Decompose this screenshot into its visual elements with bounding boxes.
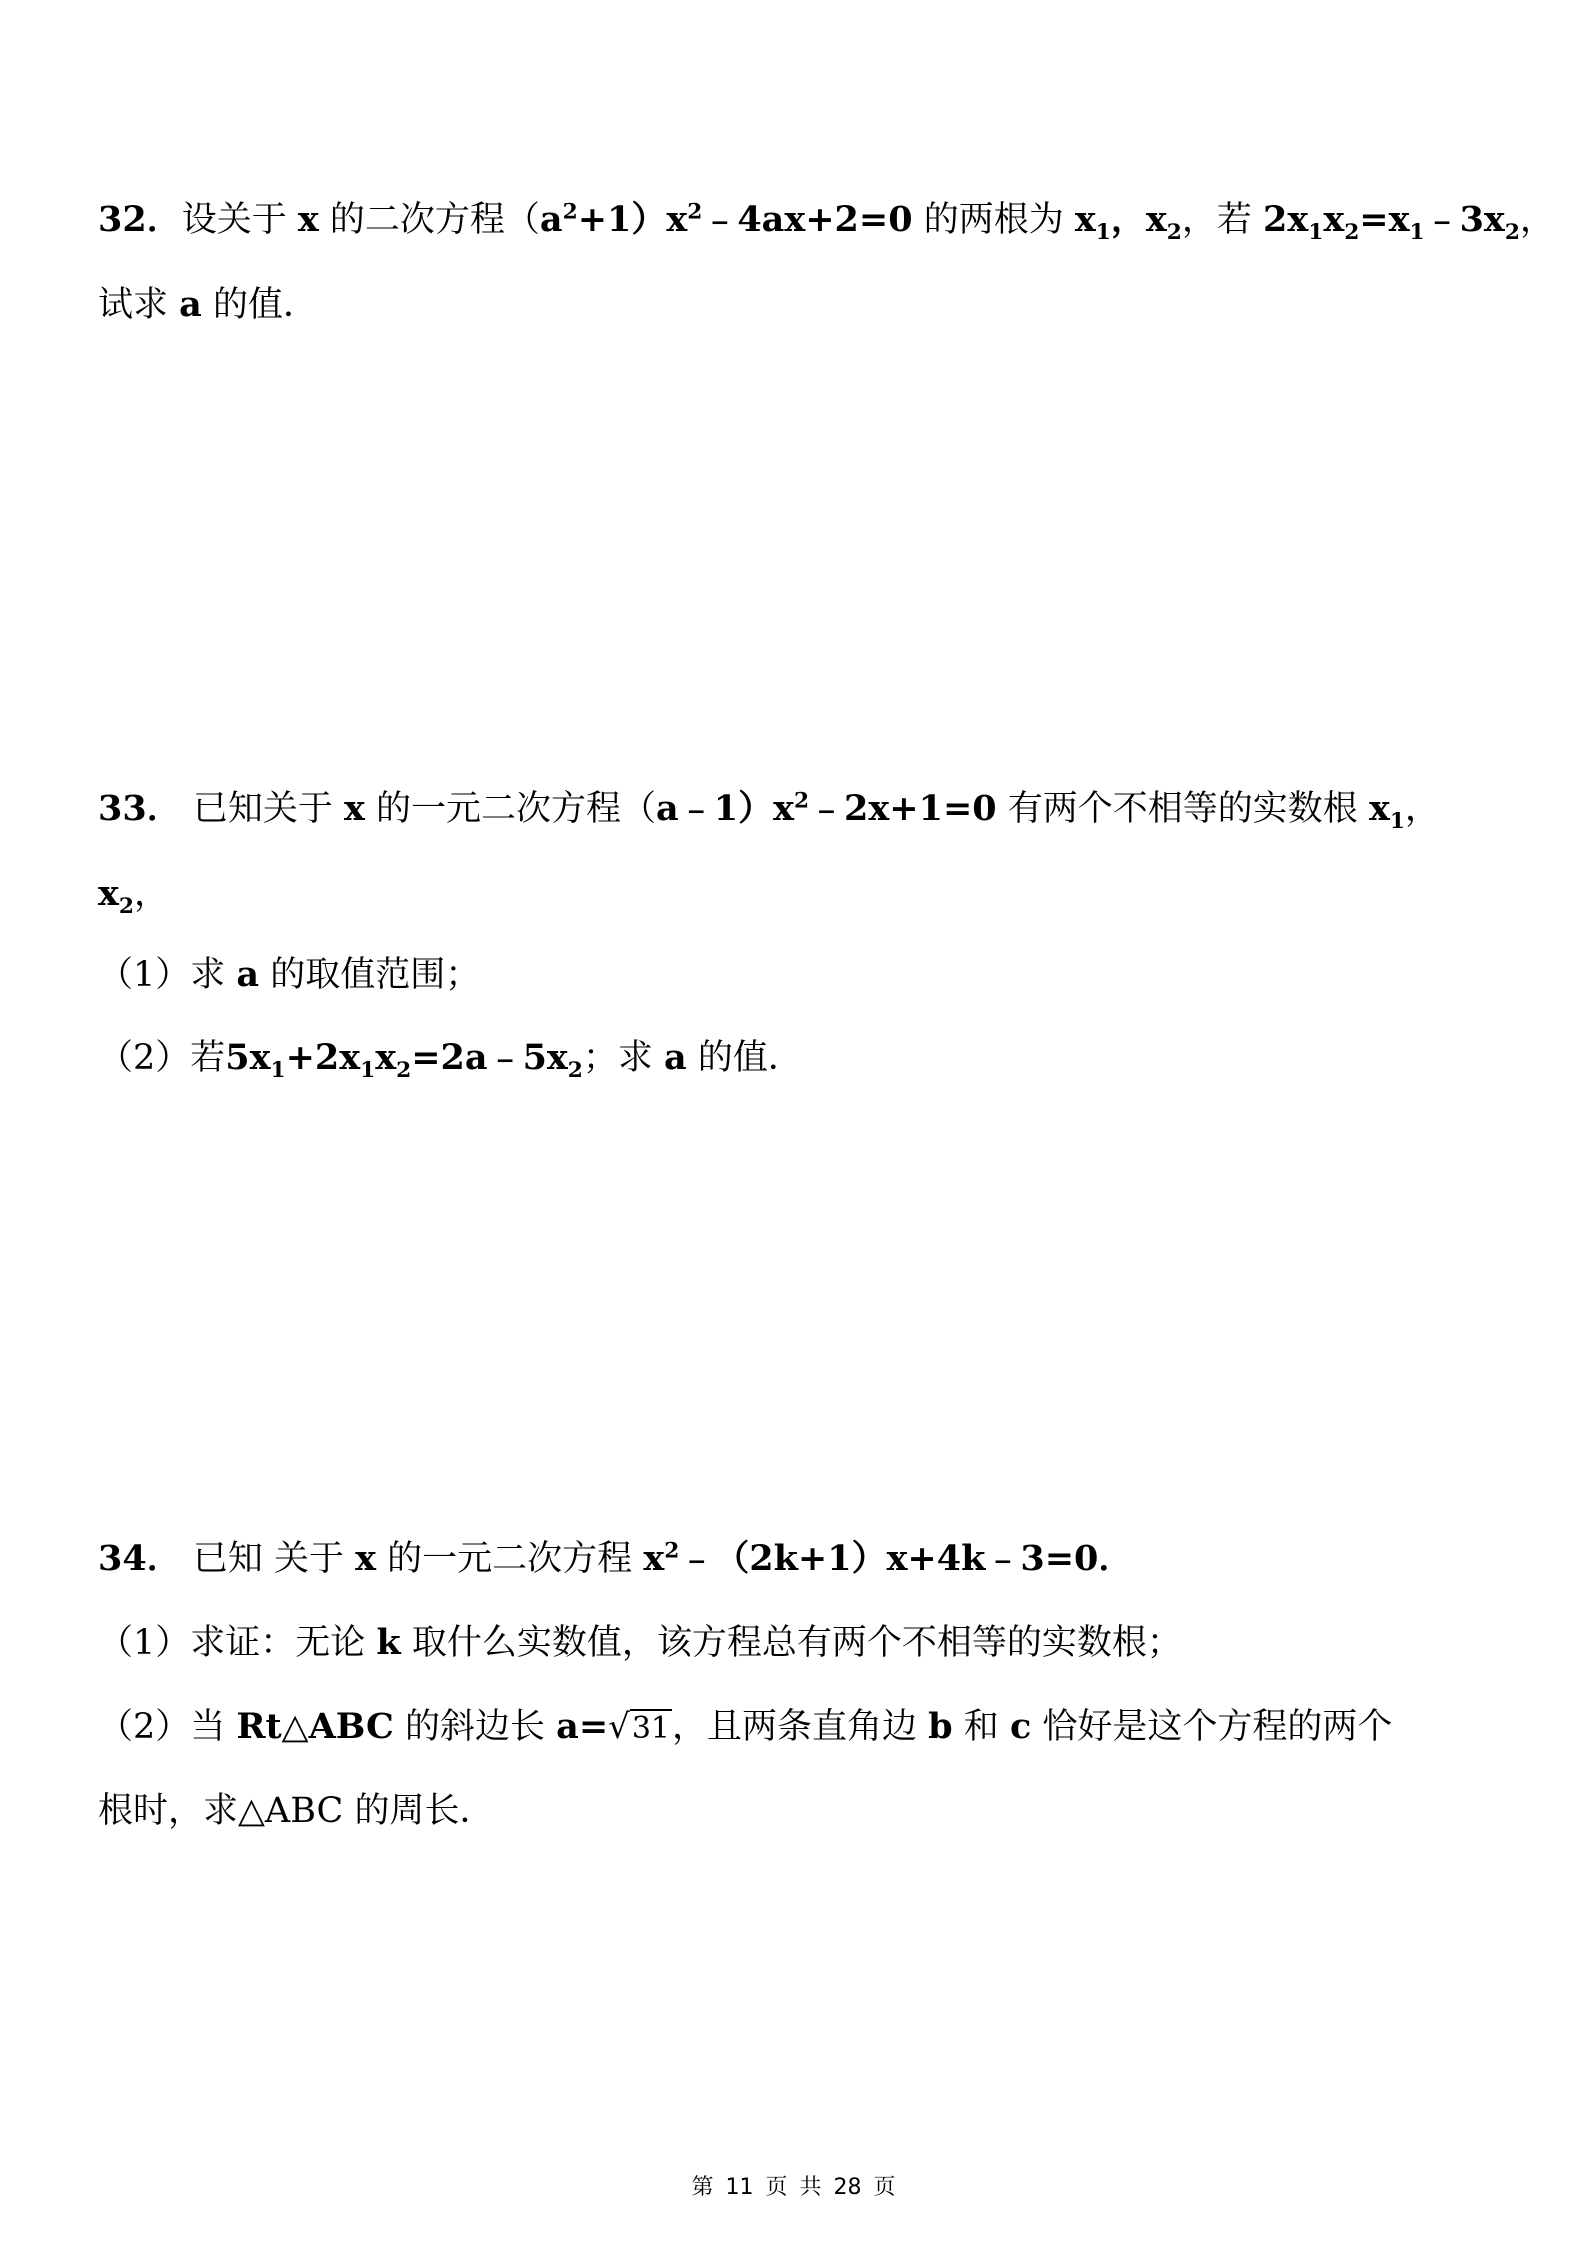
- q33-line1: [98, 787, 1507, 832]
- q34-part2-text: ，且两条直角边: [672, 1707, 918, 1747]
- q34-text: 已知 关于: [192, 1539, 344, 1579]
- q33-part1: [98, 953, 1507, 998]
- q34-part2-cont: [98, 1790, 1507, 1834]
- q33-part1-text: （1）求: [98, 955, 226, 995]
- q33-var-x: x: [344, 788, 365, 829]
- q32-line1: [98, 198, 1555, 245]
- q32-text: 的二次方程（: [329, 200, 540, 240]
- footer-label: 共: [799, 2175, 822, 2200]
- q33-text: 有两个不相等的实数根: [1007, 789, 1358, 829]
- q33-part2-text: （2）若: [98, 1038, 226, 1078]
- footer-page-number: 11: [725, 2175, 754, 2200]
- q34-part1-text: （1）求证：无论: [98, 1623, 366, 1663]
- q34-var-k: k: [376, 1622, 401, 1663]
- page-footer: [0, 2170, 1587, 2201]
- q32-roots: $x_1$，$x_2$: [1074, 199, 1182, 245]
- q32-text: ，: [1519, 200, 1555, 240]
- q33-number: 33．: [98, 788, 182, 829]
- footer-label: 第: [691, 2175, 714, 2200]
- q32-condition: $2x_1x_2=x_1﹣3x_2$: [1262, 199, 1520, 245]
- q33-part2-equation: $5x_1+2x_1x_2=2a﹣5x_2$: [225, 1037, 583, 1083]
- q34-part2-text: 的斜边长: [404, 1707, 545, 1747]
- q32-var-a: a: [179, 284, 202, 325]
- q34-part1: [98, 1621, 1507, 1666]
- footer-total-pages: 28: [833, 2175, 862, 2200]
- q34-line1: [98, 1537, 1507, 1582]
- q32-text: 的值．: [212, 285, 318, 325]
- q33-text: ，: [133, 874, 169, 914]
- q34-triangle: Rt△ABC: [236, 1706, 394, 1747]
- q33-var-a: a: [236, 954, 260, 995]
- q33-part2-text: 的值．: [697, 1038, 803, 1078]
- q32-text: 的两根为: [923, 200, 1064, 240]
- q33-text: ，: [1404, 789, 1440, 829]
- q34-number: 34．: [98, 1538, 182, 1579]
- q33-line2: [98, 872, 1507, 917]
- q33-part2-text: ；求: [582, 1038, 653, 1078]
- q34-var-c: c: [1009, 1706, 1032, 1747]
- q34-equation: $x^2﹣(2k+1)x+4k﹣3=0$．: [643, 1538, 1134, 1579]
- q32-line2: [98, 283, 1507, 328]
- q34-part2-text: 的周长．: [354, 1791, 495, 1831]
- q33-text: 已知关于: [192, 789, 333, 829]
- q32-text: 试求: [98, 285, 169, 325]
- q34-part2: [98, 1705, 1507, 1750]
- q32-number: 32．: [98, 199, 182, 240]
- q34-text: 的一元二次方程: [387, 1539, 633, 1579]
- q33-part1-text: 的取值范围；: [270, 955, 481, 995]
- q34-part2-text: 恰好是这个方程的两个: [1042, 1707, 1393, 1747]
- q32-text: ，若: [1181, 200, 1252, 240]
- q34-part2-text: （2）当: [98, 1707, 226, 1747]
- q33-part2: [98, 1036, 1507, 1081]
- q34-part2-text: 根时，求△ABC: [98, 1791, 344, 1831]
- q32-text: 设关于: [181, 200, 287, 240]
- q34-hypotenuse: a=: [556, 1706, 609, 1747]
- q34-part2-text: 和: [963, 1707, 999, 1747]
- footer-label: 页: [765, 2175, 788, 2200]
- q33-root-x1: $x_1$: [1368, 788, 1405, 834]
- q33-var-a: a: [664, 1037, 687, 1078]
- q32-var-x: x: [297, 199, 319, 240]
- q34-part1-text: 取什么实数值，该方程总有两个不相等的实数根；: [411, 1623, 1182, 1663]
- q33-text: 的一元二次方程（: [376, 789, 657, 829]
- q32-equation: $a^2+1)x^2﹣4ax+2=0$: [539, 199, 913, 240]
- footer-label: 页: [873, 2175, 896, 2200]
- q34-var-b: b: [928, 1706, 953, 1747]
- q33-root-x2: $x_2$: [98, 873, 134, 919]
- q33-equation: $a﹣1)x^2﹣2x+1=0$: [656, 788, 997, 829]
- q34-var-x: x: [355, 1538, 377, 1579]
- sqrt-31: √31: [608, 1707, 671, 1747]
